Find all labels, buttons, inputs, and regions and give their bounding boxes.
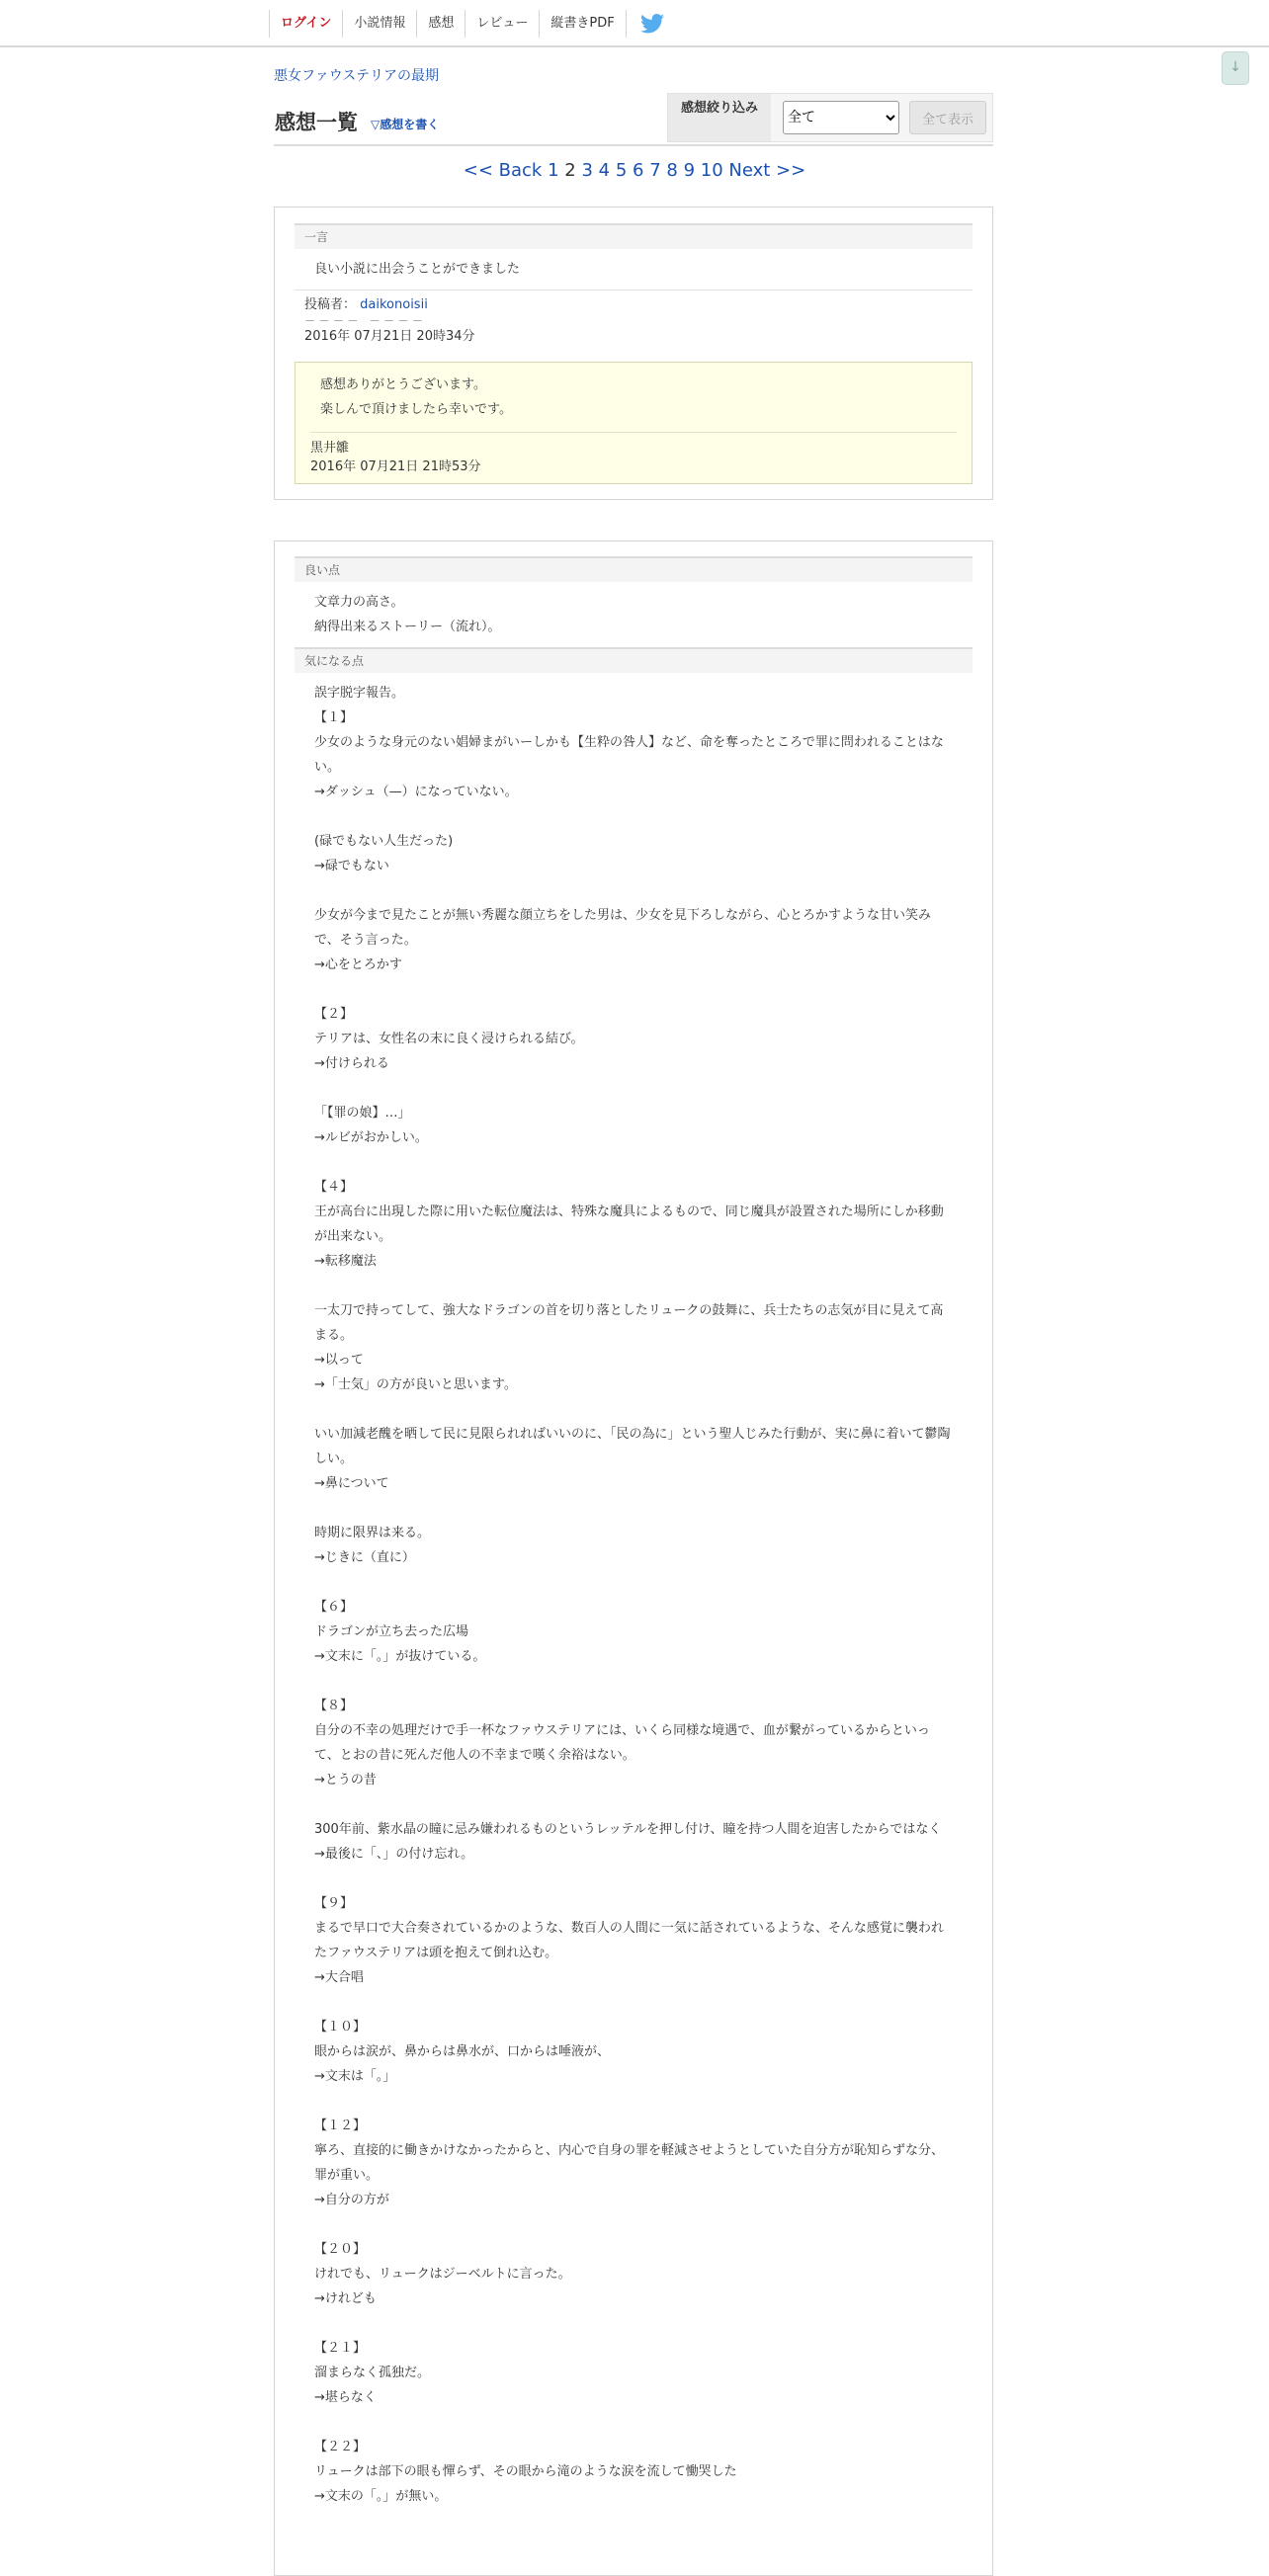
text-line: [314, 2410, 953, 2435]
author-reply: [295, 362, 973, 484]
text-line: [314, 2311, 953, 2336]
text-line: [314, 1990, 953, 2015]
text-line: 【６】: [314, 1600, 354, 1615]
text-line: 【８】: [314, 1699, 354, 1713]
text-line: →大合唱: [314, 1970, 364, 1985]
pager-page-3[interactable]: 3: [581, 160, 593, 181]
text-line: [314, 1076, 953, 1101]
pager-page-5[interactable]: 5: [615, 160, 628, 181]
text-line: 【４】: [314, 1180, 354, 1195]
nav-login-link[interactable]: ログイン: [269, 10, 342, 38]
reply-line: 感想ありがとうございます。: [320, 377, 486, 392]
poster-name-link[interactable]: daikonoisii: [360, 297, 428, 312]
text-line: 誤字脱字報告。: [314, 686, 405, 701]
text-line: 一太刀で持ってして、強大なドラゴンの首を切り落としたリュークの鼓舞に、兵士たちの志気が目に見えて高まる。: [314, 1303, 944, 1343]
pagination: [0, 160, 1269, 181]
pager-page-8[interactable]: 8: [666, 160, 678, 181]
text-line: [314, 2212, 953, 2237]
one-line-comment: 良い小説に出会うことができました: [314, 262, 521, 277]
pager-page-7[interactable]: 7: [649, 160, 661, 181]
good-points-label: 良い点: [295, 556, 973, 582]
text-line: [314, 1274, 953, 1298]
concerns-label: 気になる点: [295, 647, 973, 673]
pager-page-4[interactable]: 4: [598, 160, 611, 181]
text-line: 寧ろ、直接的に働きかけなかったからと、内心で自身の罪を軽減させようとしていた自分方が恥知らずな分、罪が重い。: [314, 2143, 945, 2183]
text-line: 【１０】: [314, 2020, 367, 2035]
write-impression-link[interactable]: ▽感想を書く: [371, 118, 440, 131]
text-line: 【９】: [314, 1896, 354, 1911]
text-line: 【２】: [314, 1007, 354, 1022]
text-line: けれでも、リュークはジーベルトに言った。: [314, 2267, 571, 2282]
poster-kana: － － － － － － － －: [304, 314, 423, 327]
text-line: [314, 1792, 953, 1817]
poster-label: 投稿者：: [304, 297, 357, 312]
text-line: →「士気」の方が良いと思います。: [314, 1377, 517, 1392]
text-line: 時期に限界は来る。: [314, 1526, 431, 1540]
text-line: 溜まらなく孤独だ。: [314, 2366, 431, 2380]
pager-page-10[interactable]: 10: [700, 160, 723, 181]
posted-at: 2016年 07月21日 20時34分: [304, 329, 475, 344]
pager-page-9[interactable]: 9: [683, 160, 696, 181]
text-line: 王が高台に出現した際に用いた転位魔法は、特殊な魔具によるもので、同じ魔具が設置された場所にしか移動が出来ない。: [314, 1205, 944, 1244]
text-line: 納得出来るストーリー（流れ）。: [314, 620, 501, 634]
text-line: →堪らなく: [314, 2390, 377, 2405]
text-line: 【２０】: [314, 2242, 367, 2257]
filter-label: 感想絞り込み: [668, 94, 771, 141]
pager-current-page: 2: [564, 160, 576, 181]
text-line: 眼からは涙が、鼻からは鼻水が、口からは唾液が、: [314, 2044, 611, 2059]
poster-info: [295, 290, 973, 352]
text-line: →ダッシュ（—）になっていない。: [314, 785, 518, 799]
text-line: [314, 804, 953, 829]
reply-posted-at: 2016年 07月21日 21時53分: [310, 459, 481, 474]
text-line: →ルビがおかしい。: [314, 1130, 428, 1145]
text-line: 「【罪の娘】…」: [314, 1106, 411, 1121]
reply-line: 楽しんで頂けましたら幸いです。: [320, 402, 512, 417]
text-line: →文末の「。」が無い。: [314, 2489, 448, 2504]
text-line: [314, 1570, 953, 1595]
text-line: →自分の方が: [314, 2193, 389, 2207]
text-line: →とうの昔: [314, 1773, 377, 1787]
text-line: 【２１】: [314, 2341, 367, 2356]
text-line: 【１】: [314, 710, 354, 725]
text-line: ドラゴンが立ち去った広場: [314, 1624, 469, 1639]
text-line: [314, 1867, 953, 1891]
good-points-text: [295, 582, 973, 647]
text-line: →けれども: [314, 2291, 377, 2306]
text-line: [314, 1669, 953, 1694]
text-line: →文末は「。」: [314, 2069, 396, 2084]
text-line: 【１２】: [314, 2119, 367, 2133]
text-line: →文末に「。」が抜けている。: [314, 1649, 486, 1664]
text-line: [314, 2089, 953, 2114]
scroll-down-button[interactable]: ↓: [1222, 51, 1249, 85]
concerns-text: [295, 673, 973, 2515]
main-nav: [269, 10, 678, 38]
review-card-1: [274, 207, 993, 500]
text-line: いい加減老醜を晒して民に見限られればいいのに、「民の為に」という聖人じみた行動が、実に鼻に着いて鬱陶しい。: [314, 1427, 951, 1466]
nav-vertical-pdf-link[interactable]: 縦書きPDF: [539, 10, 625, 38]
text-line: 文章力の高さ。: [314, 595, 404, 610]
review-card-2: [274, 540, 993, 2576]
pager-next-link[interactable]: Next >>: [728, 160, 806, 181]
text-line: →じきに（直に）: [314, 1550, 415, 1565]
text-line: 少女のような身元のない娼婦まがいーしかも【生粋の咎人】など、命を奪ったところで罪に問われることはない。: [314, 735, 944, 775]
nav-impressions-link[interactable]: 感想: [416, 10, 465, 38]
pager-back-link[interactable]: << Back: [463, 160, 543, 181]
text-line: →鼻について: [314, 1476, 389, 1491]
impressions-heading: [274, 93, 993, 146]
text-line: 少女が今まで見たことが無い秀麗な顔立ちをした男は、少女を見下ろしながら、心とろかすような甘い笑みで、そう言った。: [314, 908, 932, 948]
page-title: 感想一覧: [275, 111, 358, 134]
text-line: →以って: [314, 1353, 364, 1368]
reply-footer: [310, 432, 957, 476]
text-line: リュークは部下の眼も憚らず、その眼から滝のような涙を流して慟哭した: [314, 2464, 737, 2479]
text-line: →付けられる: [314, 1056, 389, 1071]
text-line: →転移魔法: [314, 1254, 377, 1269]
reply-author: 黒井雛: [310, 441, 350, 456]
text-line: [314, 977, 953, 1002]
filter-select[interactable]: [783, 101, 899, 134]
reply-text: [310, 373, 957, 422]
nav-novel-info-link[interactable]: 小説情報: [342, 10, 416, 38]
show-all-button[interactable]: 全て表示: [909, 101, 986, 134]
one-line-label: 一言: [295, 223, 973, 249]
nav-reviews-link[interactable]: レビュー: [465, 10, 539, 38]
twitter-share-link[interactable]: [626, 10, 678, 38]
top-navigation-bar: [0, 0, 1269, 47]
text-line: (碌でもない人生だった): [314, 834, 454, 849]
text-line: →心をとろかす: [314, 957, 402, 972]
text-line: 【２２】: [314, 2440, 367, 2454]
text-line: [314, 1397, 953, 1422]
text-line: →碌でもない: [314, 859, 389, 873]
text-line: テリアは、女性名の末に良く浸けられる結び。: [314, 1032, 584, 1046]
twitter-bird-icon: [640, 14, 664, 34]
text-line: 自分の不幸の処理だけで手一杯なファウステリアには、いくら同様な境遇で、血が繋がっているからといって、とおの昔に死んだ他人の不幸まで嘆く余裕はない。: [314, 1723, 930, 1763]
text-line: 300年前、紫水晶の瞳に忌み嫌われるものというレッテルを押し付け、瞳を持つ人間を迫害したからではなく: [314, 1822, 942, 1837]
impression-filter: [667, 93, 993, 142]
novel-title-link[interactable]: 悪女ファウステリアの最期: [274, 68, 440, 84]
text-line: [314, 1150, 953, 1175]
text-line: [314, 1496, 953, 1521]
pager-page-6[interactable]: 6: [633, 160, 644, 181]
text-line: まるで早口で大合奏されているかのような、数百人の人間に一気に話されているような、そんな感覚に襲われたファウステリアは頭を抱えて倒れ込む。: [314, 1921, 944, 1960]
text-line: [314, 878, 953, 903]
pager-page-1[interactable]: 1: [548, 160, 559, 181]
text-line: →最後に「、」の付け忘れ。: [314, 1847, 474, 1862]
